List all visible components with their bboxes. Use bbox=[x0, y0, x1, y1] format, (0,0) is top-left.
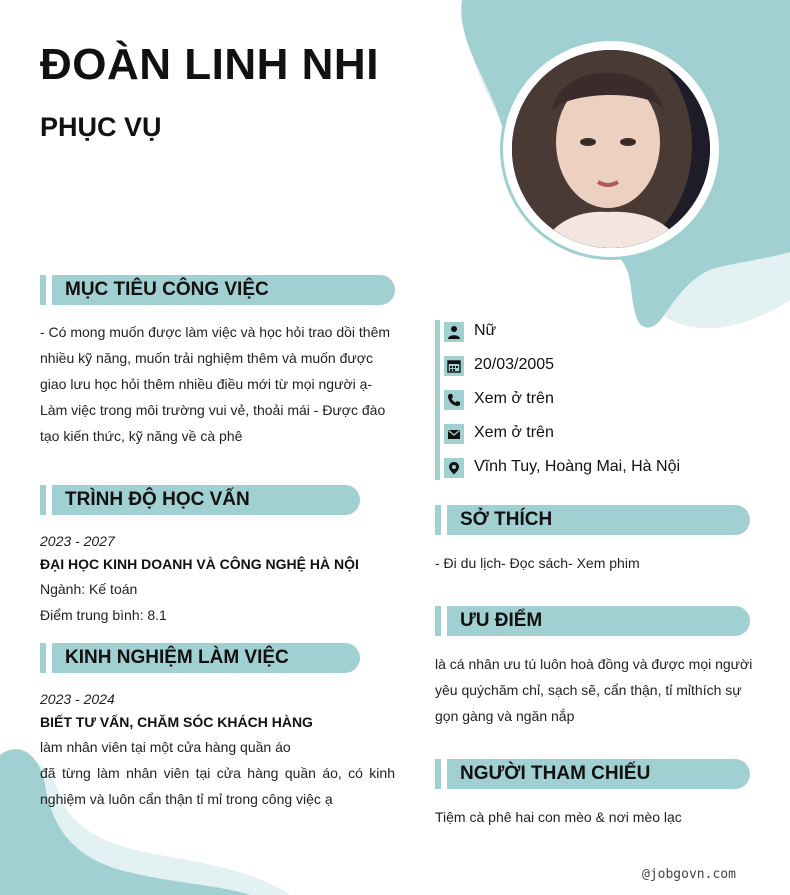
experience-period: 2023 - 2024 bbox=[40, 691, 115, 707]
objective-line: giao lưu học hỏi thêm nhiều điều mới từ mọi người ạ- bbox=[40, 376, 373, 392]
candidate-role: PHỤC VỤ bbox=[40, 112, 162, 142]
email-icon bbox=[444, 424, 464, 444]
education-major: Ngành: Kế toán bbox=[40, 581, 138, 597]
experience-position: BIẾT TƯ VẤN, CHĂM SÓC KHÁCH HÀNG bbox=[40, 714, 313, 730]
section-header-objective bbox=[40, 275, 395, 305]
objective-line: - Có mong muốn được làm việc và học hỏi trao dồi thêm bbox=[40, 324, 391, 340]
education-gpa: Điểm trung bình: 8.1 bbox=[40, 607, 167, 623]
contact-text: Vĩnh Tuy, Hoàng Mai, Hà Nội bbox=[474, 458, 681, 475]
calendar-icon bbox=[444, 356, 464, 376]
references-text: Tiệm cà phê hai con mèo & nơi mèo lạc bbox=[435, 809, 682, 825]
contact-text: Xem ở trên bbox=[474, 424, 554, 441]
objective-line: nhiều kỹ năng, muốn trải nghiệm thêm và muốn được bbox=[40, 350, 373, 366]
strengths-line: là cá nhân ưu tú luôn hoà đồng và được mọi người bbox=[435, 656, 753, 672]
section-title: SỞ THÍCH bbox=[460, 509, 553, 530]
experience-line: làm nhân viên tại một cửa hàng quần áo bbox=[40, 739, 291, 755]
section-header-education bbox=[40, 485, 360, 515]
candidate-name: ĐOÀN LINH NHI bbox=[40, 40, 379, 89]
section-title: ƯU ĐIỂM bbox=[460, 610, 543, 631]
section-title: KINH NGHIỆM LÀM VIỆC bbox=[65, 647, 289, 668]
section-title: NGƯỜI THAM CHIẾU bbox=[460, 763, 651, 784]
watermark: @jobgovn.com bbox=[642, 867, 736, 882]
contact-text: Nữ bbox=[474, 322, 497, 339]
hobbies-text: - Đi du lịch- Đọc sách- Xem phim bbox=[435, 555, 640, 571]
section-header-experience bbox=[40, 643, 360, 673]
strengths-line: yêu quýchăm chỉ, sạch sẽ, cẩn thận, tỉ mỉthích sự bbox=[435, 682, 742, 698]
strengths-line: gọn gàng và ngăn nắp bbox=[435, 708, 575, 724]
section-header-strengths bbox=[435, 606, 750, 636]
section-header-references bbox=[435, 759, 750, 789]
phone-icon bbox=[444, 390, 464, 410]
objective-line: Làm việc trong môi trường vui vẻ, thoải mái - Được đào bbox=[40, 402, 386, 418]
contact-accent-bar bbox=[435, 320, 440, 480]
section-header-hobbies bbox=[435, 505, 750, 535]
location-pin-icon bbox=[444, 458, 464, 478]
section-title: MỤC TIÊU CÔNG VIỆC bbox=[65, 279, 269, 300]
person-icon bbox=[444, 322, 464, 342]
objective-line: tạo kiến thức, kỹ năng về cà phê bbox=[40, 428, 243, 444]
education-period: 2023 - 2027 bbox=[40, 533, 115, 549]
education-school: ĐẠI HỌC KINH DOANH VÀ CÔNG NGHỆ HÀ NỘI bbox=[40, 556, 359, 572]
section-title: TRÌNH ĐỘ HỌC VẤN bbox=[65, 489, 250, 510]
portrait-illustration bbox=[512, 50, 710, 248]
contact-text: Xem ở trên bbox=[474, 390, 554, 407]
contact-text: 20/03/2005 bbox=[474, 356, 555, 373]
experience-description: đã từng làm nhân viên tại cửa hàng quần áo, có kinh nghiệm và luôn cẩn thận tỉ mỉ trong công việc ạ bbox=[40, 765, 395, 807]
avatar bbox=[512, 50, 710, 248]
